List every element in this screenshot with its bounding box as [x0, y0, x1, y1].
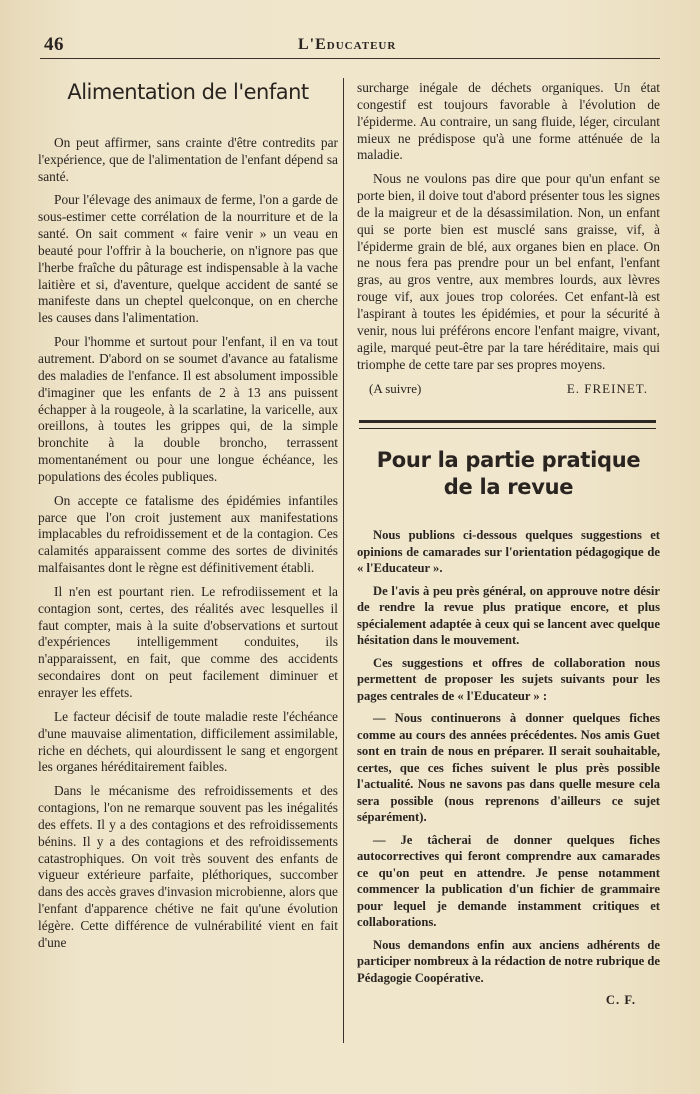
article-paragraph: Dans le mécanisme des refroidissements et des contagions, l'on ne remarque souvent pas les inégalités des effets. Il y a des contagions et des refroidissements bénins. Il y a des contagions et des refroidissements catastrophiques. On voit très souvent des enfants de vigueur extérieure parfaite, pléthoriques, succomber dans des accès graves d'invasion microbienne, alors que l'enfant d'apparence chétive ne fait qu'une évolution légère. Cette différence de vulnérabilité vient en fait d'une: [38, 783, 338, 950]
header-rule: [40, 58, 660, 59]
article-title: Alimentation de l'enfant: [67, 80, 309, 104]
article-paragraph: Pour l'élevage des animaux de ferme, l'on a garde de sous-estimer cette corrélation de la nourriture et de la santé. On sait comment « faire venir » un veau en beauté pour l'offrir à la boucherie, on n'ignore pas que l'herbe fraîche du pâturage est indispensable à la vache laitière et si, d'aventure, quelque accident de santé se manifeste dans un cheptel quelconque, on en cherche les causes dans l'alimentation.: [38, 192, 338, 326]
article-paragraph: De l'avis à peu près général, on approuve notre désir de rendre la revue plus pratique encore, et plus spécialement adaptée à ceux qui se lancent avec quelque hésitation dans le mouvement.: [357, 583, 660, 648]
article-paragraph: — Je tâcherai de donner quelques fiches autocorrectives qui feront comprendre aux camarades ce qu'on peut en attendre. Je pense notamment commencer la publication d'un fichier de grammaire pour lequel je demande instamment critiques et collaborations.: [357, 832, 660, 930]
article-paragraph: — Nous continuerons à donner quelques fiches comme au cours des années précédentes. Nos amis Guet sont en train de nous en préparer. Il serait souhaitable, certes, que ces fiches suivent le plus près possible l'actualité. Nous ne savons pas dans quelle mesure cela sera possible (nous reprenons d'ailleurs ce sujet séparément).: [357, 711, 660, 825]
article-paragraph: Il n'en est pourtant rien. Le refrodiissement et la contagion sont, certes, des réalités avec lesquelles il faut compter, mais à la suite d'observations et surtout d'expériences intelligemment conduites, ils n'apparaissent, en fait, que comme des accidents secondaires dont on peut facilement diminuer et enrayer les effets.: [38, 583, 338, 700]
article-author: E. FREINET.: [566, 381, 648, 397]
article-title-line: Pour la partie pratique: [376, 448, 641, 473]
article-signature: [369, 381, 648, 398]
section-divider: [359, 420, 656, 429]
article-title: [357, 447, 660, 501]
page-header: [40, 32, 660, 60]
column-divider: [343, 78, 344, 1043]
article-paragraph: Nous demandons enfin aux anciens adhérents de participer nombreux à la rédaction de notre rubrique de Pédagogie Coopérative.: [357, 937, 660, 985]
article-signature: C. F.: [605, 993, 636, 1008]
left-column: [38, 80, 338, 959]
to-be-continued: (A suivre): [369, 381, 422, 397]
article-paragraph: On accepte ce fatalisme des épidémies infantiles parce que l'on croit justement aux manifestations implacables du refroidissement et de la contagion. Ces calamités apparaissent comme des sortes de divinités malfaisantes dont le règne est définitivement établi.: [38, 492, 338, 576]
article-title-line: de la revue: [443, 475, 574, 500]
article-paragraph: Nous ne voulons pas dire que pour qu'un enfant se porte bien, il doive tout d'abord présenter tous les signes de la maigreur et de la désassimilation. Non, un enfant qui se porte bien est musclé sans graisse, vif, à l'épiderme grain de blé, aux organes bien en place. On ne nous fera pas prendre pour un bel enfant, l'enfant gras, au gros ventre, aux membres lourds, aux lèvres rouge vif, aux joues trop colorées. Cet enfant-là est l'aspirant à toutes les épidémies, et pour la sécurité à venir, nous lui préférons encore l'enfant maigre, vivant, agile, marqué peut-être par la tare héréditaire, mais qui triomphe de cette tare par ses propres moyens.: [357, 171, 660, 372]
article-body: [357, 527, 660, 986]
right-column: [357, 80, 660, 1009]
article-paragraph: Le facteur décisif de toute maladie reste l'échéance d'une mauvaise alimentation, difficilement assimilable, riche en déchets, qui alourdissent le sang et engorgent les organes héréditairement faibles.: [38, 708, 338, 775]
article-paragraph: On peut affirmer, sans crainte d'être contredits par l'expérience, que de l'alimentation de l'enfant dépend sa santé.: [38, 134, 338, 184]
article-paragraph: Nous publions ci-dessous quelques suggestions et opinions de camarades sur l'orientation pédagogique de « l'Educateur ».: [357, 528, 660, 576]
article-continuation: surcharge inégale de déchets organiques. Un état congestif est toujours favorable à l'évolution de l'épiderme. Au contraire, un sang fluide, léger, circulant mieux ne prédispose qu'à une forme atténuée de la maladie.: [357, 80, 660, 163]
running-title: L'Educateur: [298, 36, 397, 53]
page-number: 46: [44, 34, 64, 55]
article-paragraph: Ces suggestions et offres de collaboration nous permettent de proposer les sujets suivants pour les pages centrales de « l'Educateur » :: [357, 655, 660, 703]
article-paragraph: Pour l'homme et surtout pour l'enfant, il en va tout autrement. D'abord on se soumet d'avance au fatalisme des maladies de l'enfance. Il est absolument impossible d'imaginer que les enfants de 2 à 13 ans puissent échapper à la rougeole, à la scarlatine, la varicelle, aux oreillons, à toutes les grippes qui, de la simple bronchite à la double broncho, terrassent momentanément ou pour une longue échéance, les populations des écoles publiques.: [38, 334, 338, 484]
